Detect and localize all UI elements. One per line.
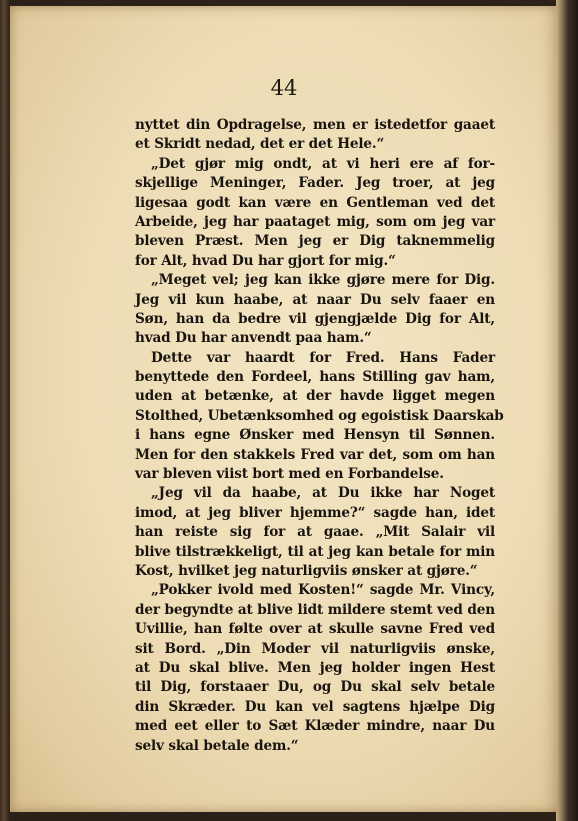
body-text [135,116,504,756]
text-line: Uvillie, han følte over at skulle savne Fred ved [135,621,495,638]
text-line: bleven Præst. Men jeg er Dig taknemmelig [135,233,495,250]
text-line: Stolthed, Ubetænksomhed og egoistisk Daarskab [135,407,504,424]
book-page [10,6,558,812]
text-line: Men for den stakkels Fred var det, som om han [135,446,495,463]
text-line: ligesaa godt kan være en Gentleman ved det [135,194,495,211]
text-line: der begyndte at blive lidt mildere stemt ved den [135,601,495,618]
text-line: imod, at jeg bliver hjemme?“ sagde han, idet [135,504,495,521]
text-line: blive tilstrækkeligt, til at jeg kan betale for min [135,543,495,560]
text-line: hvad Du har anvendt paa ham.“ [135,330,372,347]
text-line: benyttede den Fordeel, hans Stilling gav ham, [135,369,495,386]
text-line: skjellige Meninger, Fader. Jeg troer, at jeg [135,175,495,192]
text-line: sit Bord. „Din Moder vil naturligviis ønske, [135,640,495,657]
text-line: Jeg vil kun haabe, at naar Du selv faaer en [135,291,495,308]
page-number: 44 [270,76,298,100]
text-line: „Det gjør mig ondt, at vi heri ere af for- [151,155,495,172]
text-line: han reiste sig for at gaae. „Mit Salair vil [135,524,495,541]
text-line: „Pokker ivold med Kosten!“ sagde Mr. Vincy, [151,582,495,599]
text-line: „Meget vel; jeg kan ikke gjøre mere for Dig. [151,272,495,289]
page-stack-edge [556,0,578,821]
text-line: Dette var haardt for Fred. Hans Fader [151,349,495,366]
text-line: selv skal betale dem.“ [135,737,299,754]
text-line: var bleven viist bort med en Forbandelse. [135,466,444,483]
text-line: din Skræder. Du kan vel sagtens hjælpe Dig [135,698,495,715]
text-line: til Dig, forstaaer Du, og Du skal selv betale [135,679,495,696]
text-line: Søn, han da bedre vil gjengjælde Dig for Alt, [135,310,495,327]
text-line: med eet eller to Sæt Klæder mindre, naar Du [135,718,495,735]
text-line: i hans egne Ønsker med Hensyn til Sønnen. [135,427,495,444]
text-line: uden at betænke, at der havde ligget megen [135,388,495,405]
text-line: at Du skal blive. Men jeg holder ingen Hest [135,659,495,676]
text-line: nyttet din Opdragelse, men er istedetfor gaaet [135,117,495,133]
text-line: „Jeg vil da haabe, at Du ikke har Noget [151,485,495,502]
text-line: Arbeide, jeg har paataget mig, som om jeg var [135,213,495,230]
text-line: Kost, hvilket jeg naturligviis ønsker at gjøre.“ [135,562,478,579]
text-line: for Alt, hvad Du har gjort for mig.“ [135,252,396,269]
text-line: et Skridt nedad, det er det Hele.“ [135,136,385,153]
